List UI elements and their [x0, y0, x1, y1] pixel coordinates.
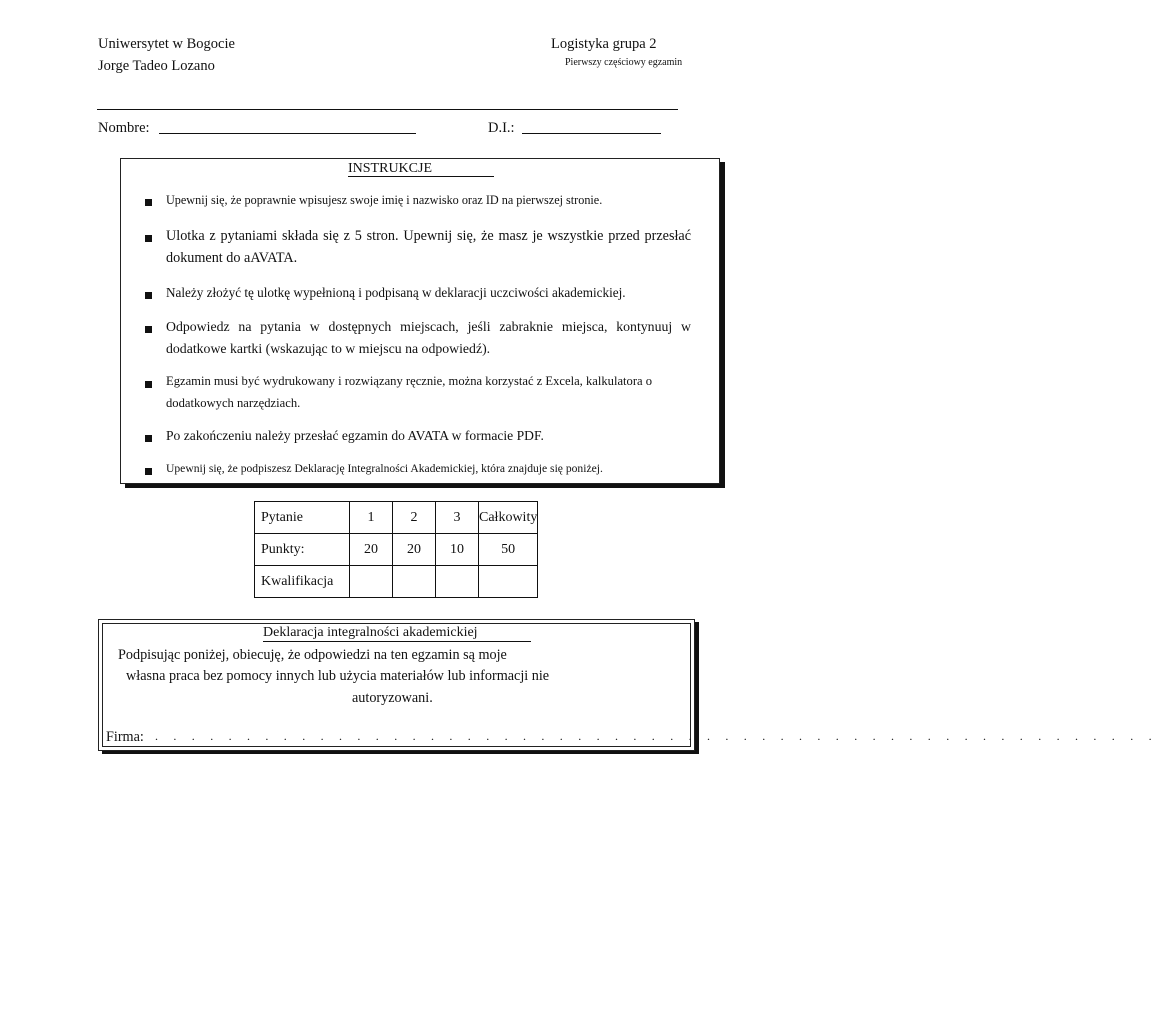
- declaration-text-line3: autoryzowani.: [352, 690, 433, 706]
- grade-input-cell[interactable]: [479, 566, 538, 598]
- instructions-box: [120, 158, 720, 484]
- bullet-icon: [145, 468, 152, 475]
- signature-label: Firma:: [106, 729, 144, 745]
- table-row: [255, 502, 538, 534]
- table-cell: 10: [436, 534, 479, 566]
- university-name-line2: Jorge Tadeo Lozano: [98, 58, 215, 74]
- instruction-item: Odpowiedz na pytania w dostępnych miejscach, jeśli zabraknie miejsca, kontynuuj w dodatkowe kartki (wskazując to w miejscu na odpowiedź).: [166, 319, 691, 356]
- bullet-icon: [145, 199, 152, 206]
- grade-input-cell[interactable]: [436, 566, 479, 598]
- table-cell: 20: [393, 534, 436, 566]
- table-row: [255, 534, 538, 566]
- table-cell: Pytanie: [255, 502, 350, 534]
- table-cell: 1: [350, 502, 393, 534]
- exam-name: Pierwszy częściowy egzamin: [565, 57, 683, 68]
- declaration-text-line1: Podpisując poniżej, obiecuję, że odpowiedzi na ten egzamin są moje: [118, 647, 507, 663]
- declaration-text-line2: własna praca bez pomocy innych lub użycia materiałów lub informacji nie: [126, 668, 550, 684]
- grade-input-cell[interactable]: [350, 566, 393, 598]
- bullet-icon: [145, 235, 152, 242]
- name-field-line[interactable]: [159, 133, 416, 134]
- table-cell: 50: [479, 534, 538, 566]
- bullet-icon: [145, 381, 152, 388]
- instruction-item: Po zakończeniu należy przesłać egzamin do AVATA w formacie PDF.: [166, 428, 544, 443]
- instruction-item: Upewnij się, że podpiszesz Deklarację Integralności Akademickiej, która znajduje się poniżej.: [166, 462, 603, 475]
- table-cell: 3: [436, 502, 479, 534]
- id-field-line[interactable]: [522, 133, 661, 134]
- instructions-title-underline: [348, 176, 494, 177]
- table-cell: 20: [350, 534, 393, 566]
- table-row: [255, 566, 538, 598]
- university-name-line1: Uniwersytet w Bogocie: [98, 36, 235, 52]
- bullet-icon: [145, 326, 152, 333]
- header-divider: [97, 109, 678, 110]
- declaration-title-underline: [263, 641, 531, 642]
- bullet-icon: [145, 435, 152, 442]
- table-cell: Punkty:: [255, 534, 350, 566]
- name-label: Nombre:: [98, 120, 150, 136]
- table-cell: 2: [393, 502, 436, 534]
- instruction-item: Upewnij się, że poprawnie wpisujesz swoje imię i nazwisko oraz ID na pierwszej stronie.: [166, 193, 603, 207]
- instruction-item: Egzamin musi być wydrukowany i rozwiązany ręcznie, można korzystać z Excela, kalkulatora o dodatkowych narzędziach.: [166, 374, 653, 410]
- id-label: D.I.:: [488, 120, 515, 136]
- instructions-title: INSTRUKCJE: [348, 161, 433, 176]
- signature-line[interactable]: . . . . . . . . . . . . . . . . . . . . . . . . . . . . . . . . . . . . . . . . . . . . . . . . . . . . . . .: [155, 729, 1158, 743]
- table-cell: Całkowity: [479, 502, 538, 534]
- instruction-item: Należy złożyć tę ulotkę wypełnioną i podpisaną w deklaracji uczciwości akademickiej.: [166, 285, 626, 300]
- table-cell: Kwalifikacja: [255, 566, 350, 598]
- score-table: [254, 501, 538, 598]
- grade-input-cell[interactable]: [393, 566, 436, 598]
- course-title: Logistyka grupa 2: [551, 36, 657, 52]
- instruction-item: Ulotka z pytaniami składa się z 5 stron. Upewnij się, że masz je wszystkie przed przesłać dokument do aAVATA.: [166, 228, 691, 266]
- declaration-title: Deklaracja integralności akademickiej: [263, 625, 478, 640]
- bullet-icon: [145, 292, 152, 299]
